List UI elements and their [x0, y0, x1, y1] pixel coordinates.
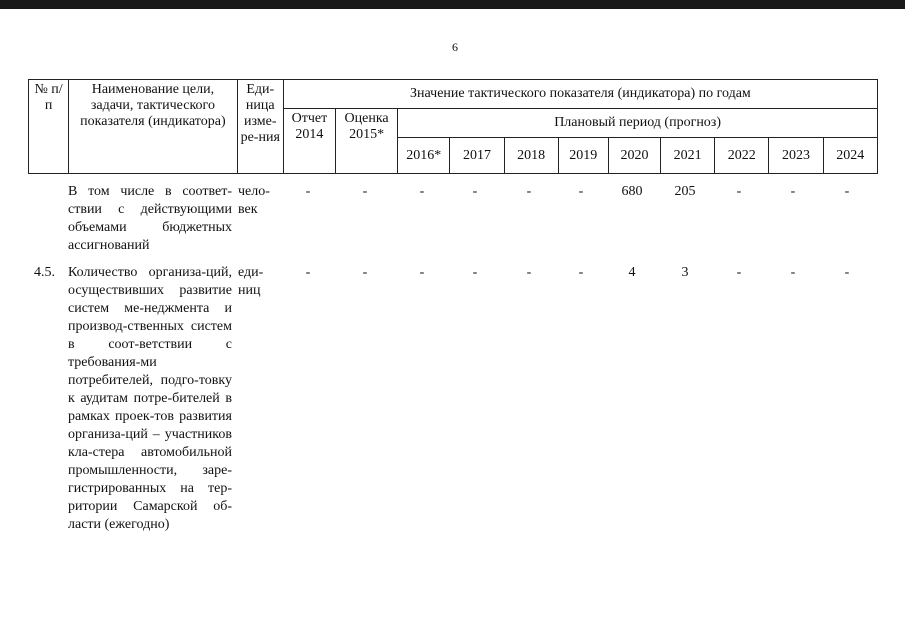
header-report-2014: Отчет 2014 [283, 109, 335, 174]
row-value: 4 [628, 265, 636, 280]
row-value: 3 [681, 265, 689, 280]
header-year: 2022 [715, 138, 769, 174]
header-plan-period: Плановый период (прогноз) [398, 109, 878, 138]
row-value: - [736, 184, 742, 199]
header-number: № п/п [29, 80, 69, 174]
table-row [28, 183, 878, 253]
header-year: 2018 [504, 138, 558, 174]
row-value: - [472, 265, 478, 280]
row-unit: еди-ниц [238, 265, 264, 298]
row-value: - [472, 184, 478, 199]
row-value: - [526, 184, 532, 199]
row-value: - [419, 184, 425, 199]
header-unit: Еди-ница изме-ре-ния [237, 80, 283, 174]
header-estimate-2015: Оценка 2015* [336, 109, 398, 174]
row-value: 205 [674, 184, 696, 199]
row-value: - [844, 184, 850, 199]
row-value: - [419, 265, 425, 280]
header-year: 2019 [558, 138, 608, 174]
header-year: 2020 [608, 138, 660, 174]
header-year: 2021 [661, 138, 715, 174]
row-value: - [790, 265, 796, 280]
row-indicator-name: В том числе в соответ-ствии с действующими объемами бюджетных ассигнований [68, 184, 232, 253]
row-indicator-name: Количество организа-ций, осуществивших развитие систем ме-неджмента и производ-ственных систем в соот-ветствии с требования-ми потребителей, подго-товку к аудитам потре-бителей в рамках проек-тов развития организа-ций – участников кла-стера автомобильной промышленности, заре-гистрированных на тер-ритории Самарской об-ласти (ежегодно) [68, 265, 232, 532]
row-unit: чело-век [238, 184, 270, 217]
header-year: 2023 [769, 138, 823, 174]
header-year: 2024 [823, 138, 877, 174]
row-value: - [844, 265, 850, 280]
header-name: Наименование цели, задачи, тактического показателя (индикатора) [69, 80, 238, 174]
row-value: - [305, 265, 311, 280]
row-value: - [362, 184, 368, 199]
row-value: - [790, 184, 796, 199]
header-year: 2016* [398, 138, 450, 174]
row-value: - [578, 265, 584, 280]
page-number: 6 [452, 40, 458, 54]
row-value: - [526, 265, 532, 280]
row-number: 4.5. [34, 265, 55, 280]
table-row [28, 264, 878, 544]
row-value: - [578, 184, 584, 199]
row-value: 680 [621, 184, 643, 199]
indicator-table-header [28, 79, 878, 174]
header-values-by-year: Значение тактического показателя (индикатора) по годам [283, 80, 877, 109]
row-value: - [362, 265, 368, 280]
row-value: - [305, 184, 311, 199]
row-value: - [736, 265, 742, 280]
top-border [0, 0, 905, 9]
header-year: 2017 [450, 138, 504, 174]
